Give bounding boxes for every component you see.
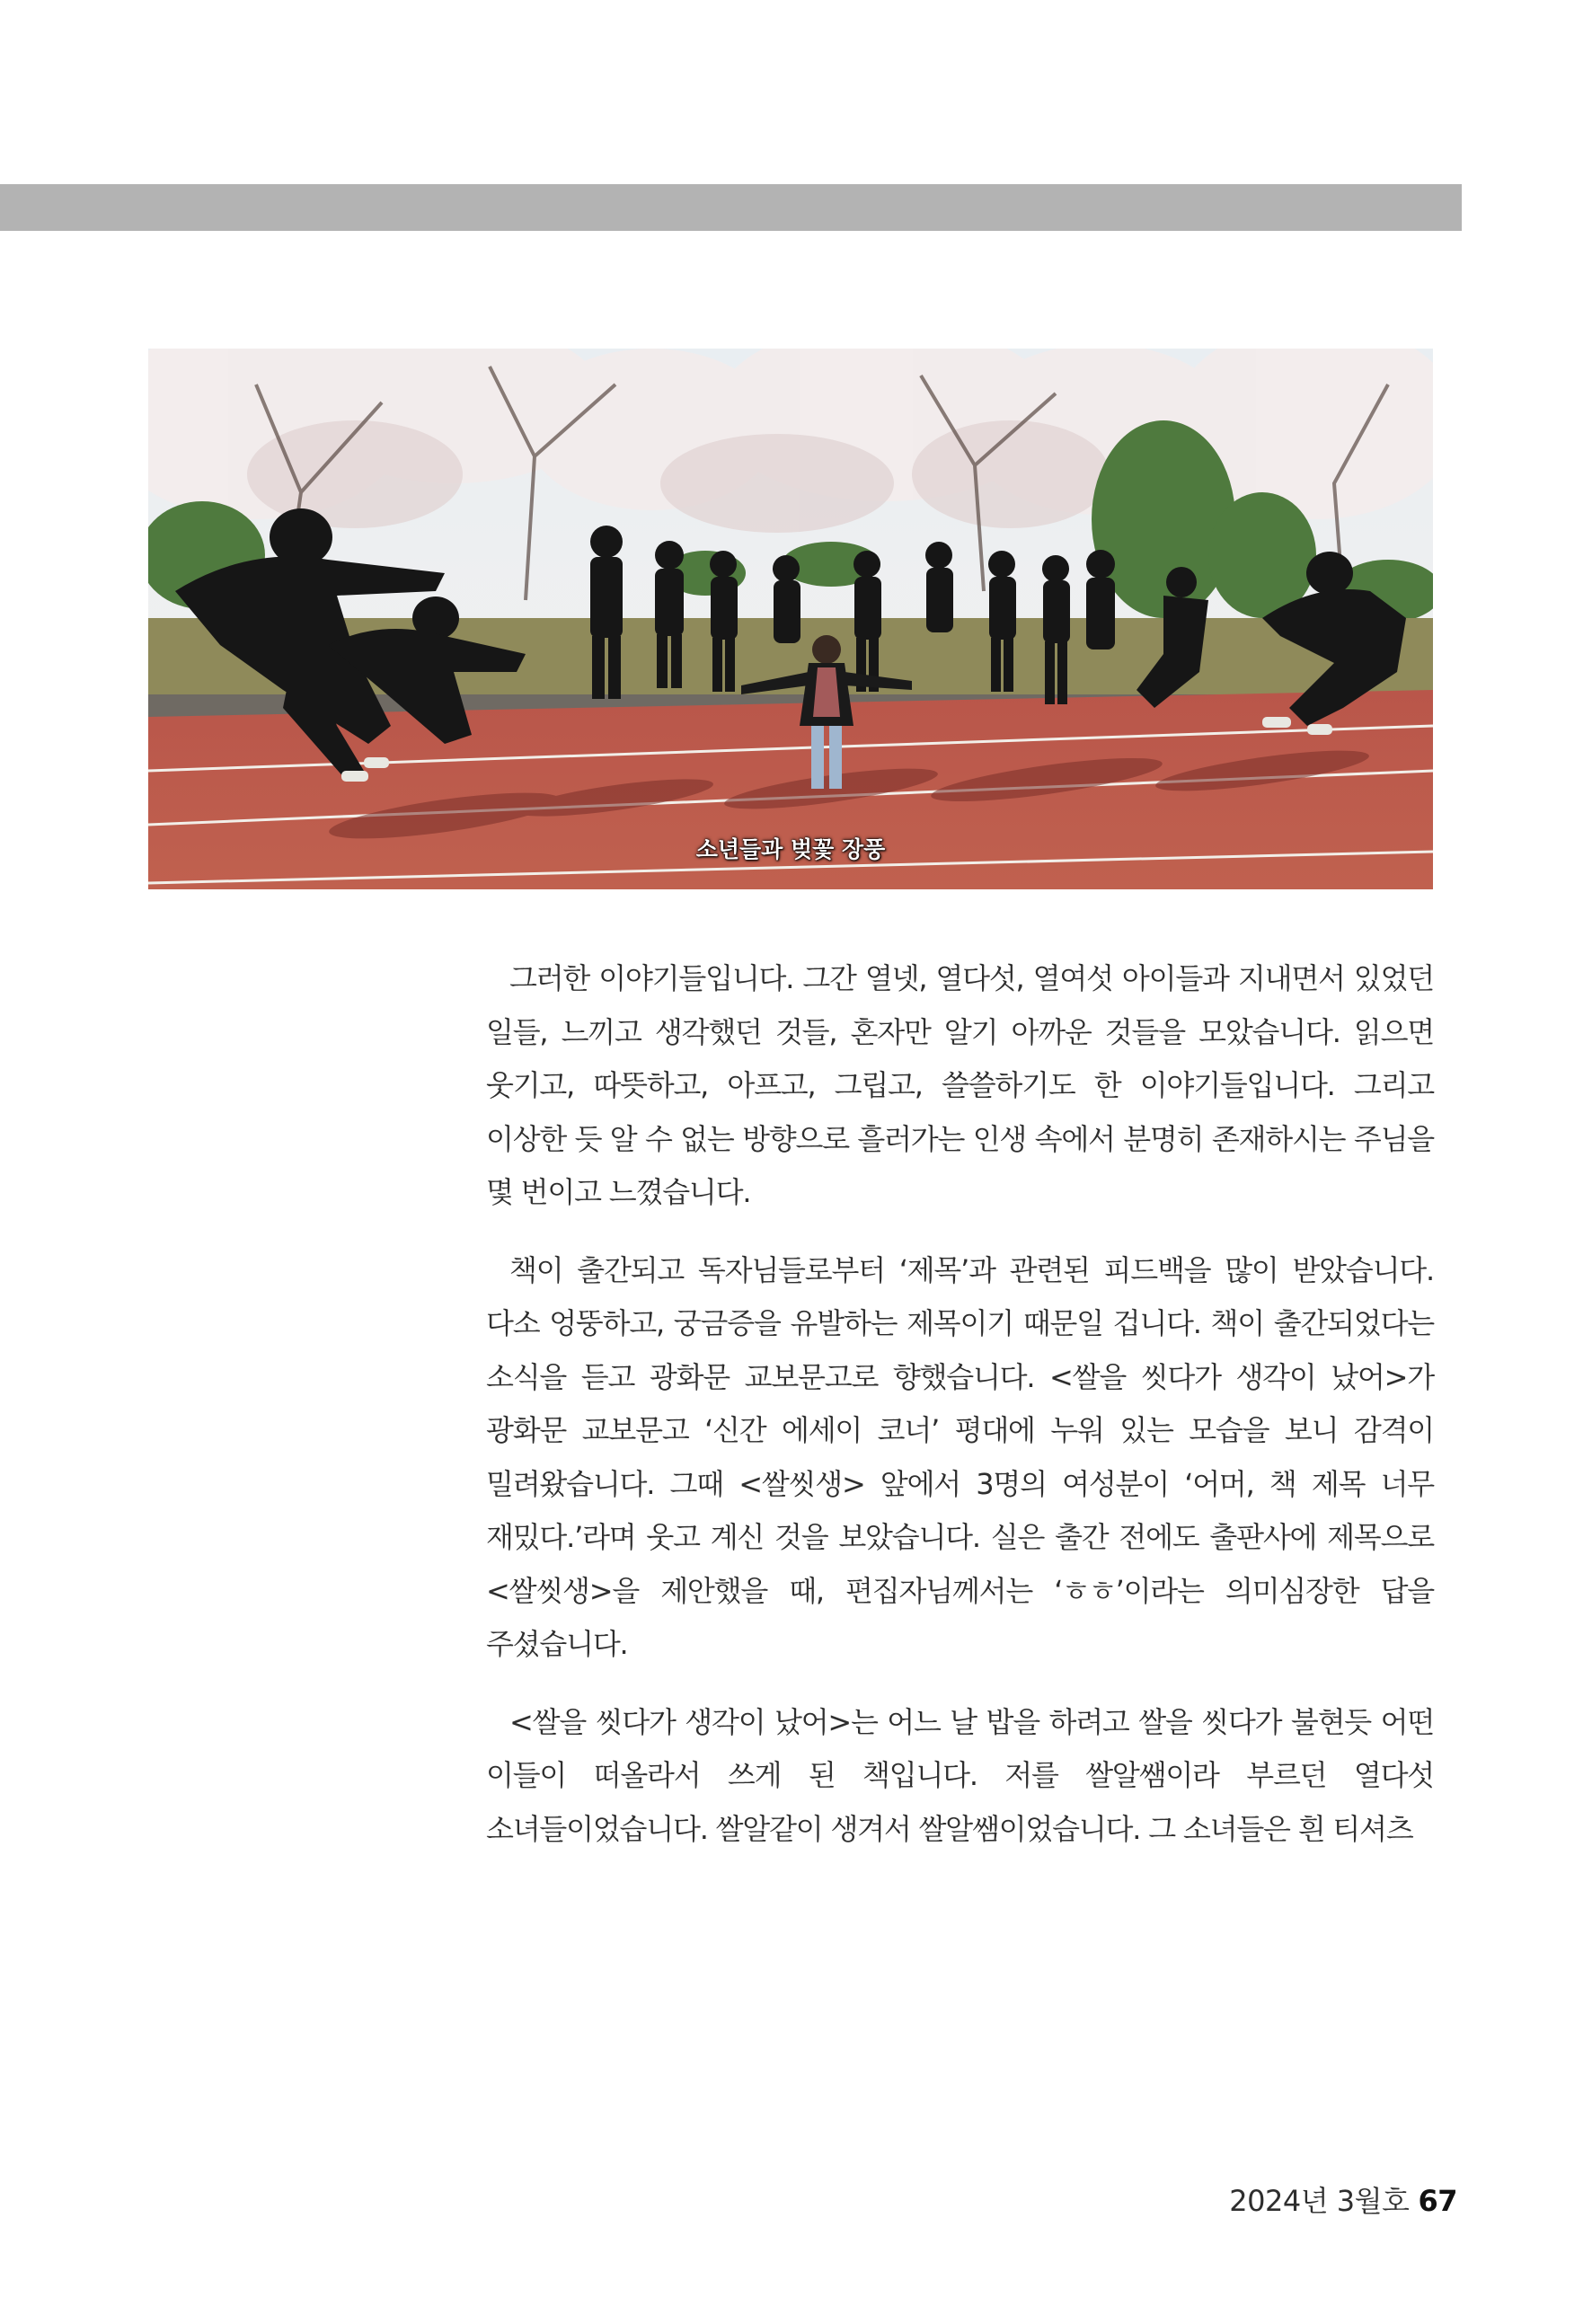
photo-caption: 소년들과 벚꽃 장풍 [695,836,886,862]
header-band [0,184,1462,231]
photo-students-cherry-blossom [148,349,1433,889]
photo-illustration [148,349,1433,889]
issue-label: 2024년 3월호 [1229,2184,1410,2218]
article-body [486,952,1434,1880]
paragraph: <쌀을 씻다가 생각이 났어>는 어느 날 밥을 하려고 쌀을 씻다가 불현듯 어떤 이들이 떠올라서 쓰게 된 책입니다. 저를 쌀알쌤이라 부르던 열다섯 소녀들이었습니다. 쌀알같이 생겨서 쌀알쌤이었습니다. 그 소녀들은 흰 티셔츠 [486,1704,1434,1846]
page-footer [1229,2178,1457,2220]
paragraph: 책이 출간되고 독자님들로부터 ‘제목’과 관련된 피드백을 많이 받았습니다. 다소 엉뚱하고, 궁금증을 유발하는 제목이기 때문일 겁니다. 책이 출간되었다는 소식을 듣고 광화문 교보문고로 향했습니다. <쌀을 씻다가 생각이 났어>가 광화문 교보문고 ‘신간 에세이 코너’ 평대에 누워 있는 모습을 보니 감격이 밀려왔습니다. 그때 <쌀씻생> 앞에서 3명의 여성분이 ‘어머, 책 제목 너무 재밌다.’라며 웃고 계신 것을 보았습니다. 실은 출간 전에도 출판사에 제목으로 <쌀씻생>을 제안했을 때, 편집자님께서는 ‘ㅎㅎ’이라는 의미심장한 답을 주셨습니다. [486,1252,1434,1661]
paragraph: 그러한 이야기들입니다. 그간 열넷, 열다섯, 열여섯 아이들과 지내면서 있었던 일들, 느끼고 생각했던 것들, 혼자만 알기 아까운 것들을 모았습니다. 읽으면 웃기고, 따뜻하고, 아프고, 그립고, 쓸쓸하기도 한 이야기들입니다. 그리고 이상한 듯 알 수 없는 방향으로 흘러가는 인생 속에서 분명히 존재하시는 주님을 몇 번이고 느꼈습니다. [486,961,1434,1209]
page-number: 67 [1418,2184,1457,2218]
